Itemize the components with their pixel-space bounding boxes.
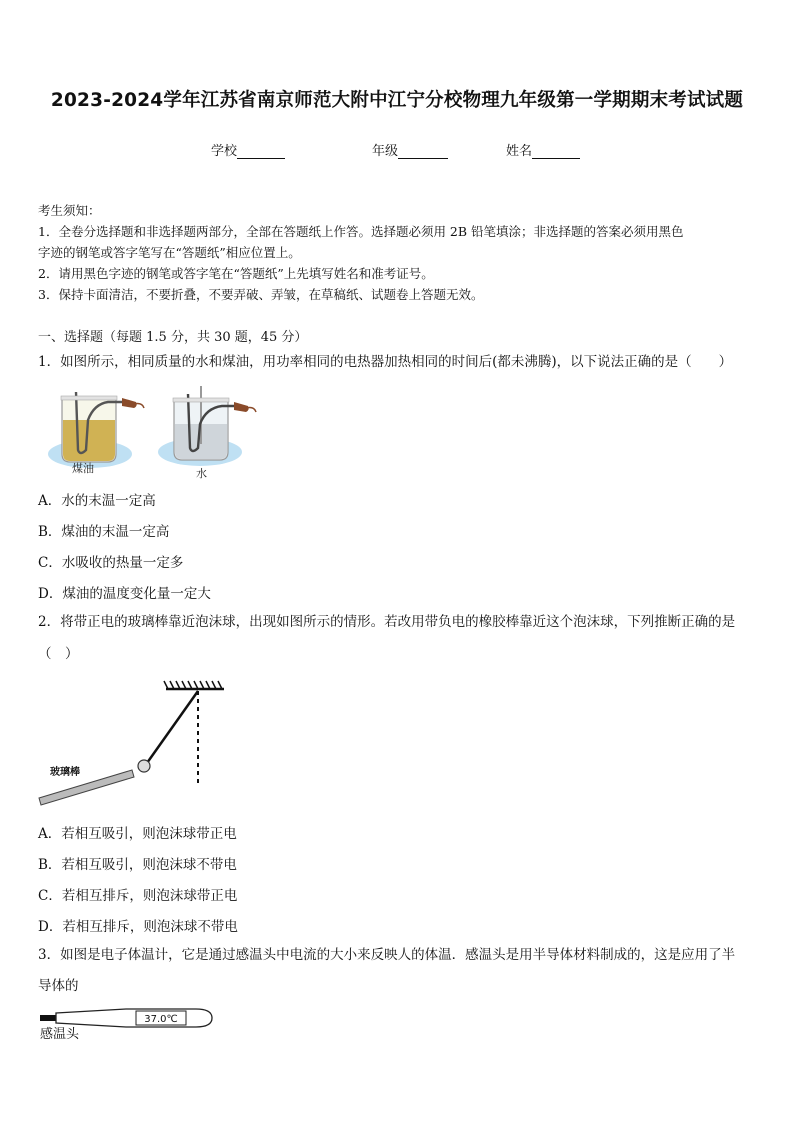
q2-option-c[interactable]: C．若相互排斥，则泡沫球带正电: [38, 888, 238, 904]
q3-figure: [36, 1004, 226, 1042]
kerosene-label: 煤油: [72, 462, 94, 475]
grade-blank[interactable]: [398, 145, 448, 159]
name-label: 姓名: [506, 144, 533, 159]
q1-option-b[interactable]: B．煤油的末温一定高: [38, 524, 170, 540]
q2-option-a[interactable]: A．若相互吸引，则泡沫球带正电: [38, 826, 237, 842]
kerosene-liquid: [63, 420, 115, 461]
q1-option-c[interactable]: C．水吸收的热量一定多: [38, 555, 184, 571]
notice-item-1a: 1．全卷分选择题和非选择题两部分，全部在答题纸上作答。选择题必须用 2B 铅笔填涂；非选择题的答案必须用黑色: [38, 224, 684, 239]
kerosene-heater-plug: [122, 398, 137, 408]
school-blank[interactable]: [237, 145, 285, 159]
school-label: 学校: [211, 144, 238, 159]
probe-label: 感温头: [40, 1027, 80, 1042]
q2-option-d[interactable]: D．若相互排斥，则泡沫球不带电: [38, 919, 238, 935]
q3-stem-a: 3．如图是电子体温计，它是通过感温头中电流的大小来反映人的体温．感温头是用半导体材料制成的，这是应用了半: [38, 947, 736, 963]
grade-field: [372, 140, 448, 159]
school-field: [211, 140, 285, 159]
section-heading: 一、选择题（每题 1.5 分，共 30 题，45 分）: [38, 330, 308, 345]
water-heater-plug: [234, 402, 249, 412]
name-blank[interactable]: [532, 145, 580, 159]
thread: [147, 691, 198, 763]
display-reading: 37.0℃: [144, 1014, 178, 1025]
notice-item-1b: 字迹的钢笔或答字笔写在“答题纸”相应位置上。: [38, 245, 301, 260]
q3-stem-b: 导体的: [38, 978, 79, 994]
q2-stem-b: （ ）: [38, 646, 79, 662]
name-field: [506, 140, 580, 159]
page-title: 2023-2024学年江苏省南京师范大附中江宁分校物理九年级第一学期期末考试试题: [50, 90, 744, 111]
q2-option-b[interactable]: B．若相互吸引，则泡沫球不带电: [38, 857, 237, 873]
grade-label: 年级: [372, 144, 399, 159]
thermometer-body: [56, 1009, 212, 1027]
notice-item-2: 2．请用黑色字迹的钢笔或答字笔在“答题纸”上先填写姓名和准考证号。: [38, 266, 434, 281]
q1-figure: [36, 380, 276, 480]
q1-stem: 1．如图所示，相同质量的水和煤油，用功率相同的电热器加热相同的时间后(都未沸腾)，以下说法正确的是（ ）: [38, 354, 733, 370]
q1-option-a[interactable]: A．水的末温一定高: [38, 493, 156, 509]
q2-stem-a: 2．将带正电的玻璃棒靠近泡沫球，出现如图所示的情形。若改用带负电的橡胶棒靠近这个泡沫球，下列推断正确的是: [38, 614, 736, 630]
water-label: 水: [196, 467, 207, 480]
rod-label: 玻璃棒: [50, 767, 80, 778]
foam-ball: [138, 760, 150, 772]
q2-figure: [36, 675, 236, 810]
notice-item-3: 3．保持卡面清洁，不要折叠，不要弄破、弄皱，在草稿纸、试题卷上答题无效。: [38, 287, 484, 302]
notice-heading: 考生须知：: [38, 203, 101, 218]
q1-option-d[interactable]: D．煤油的温度变化量一定大: [38, 586, 211, 602]
